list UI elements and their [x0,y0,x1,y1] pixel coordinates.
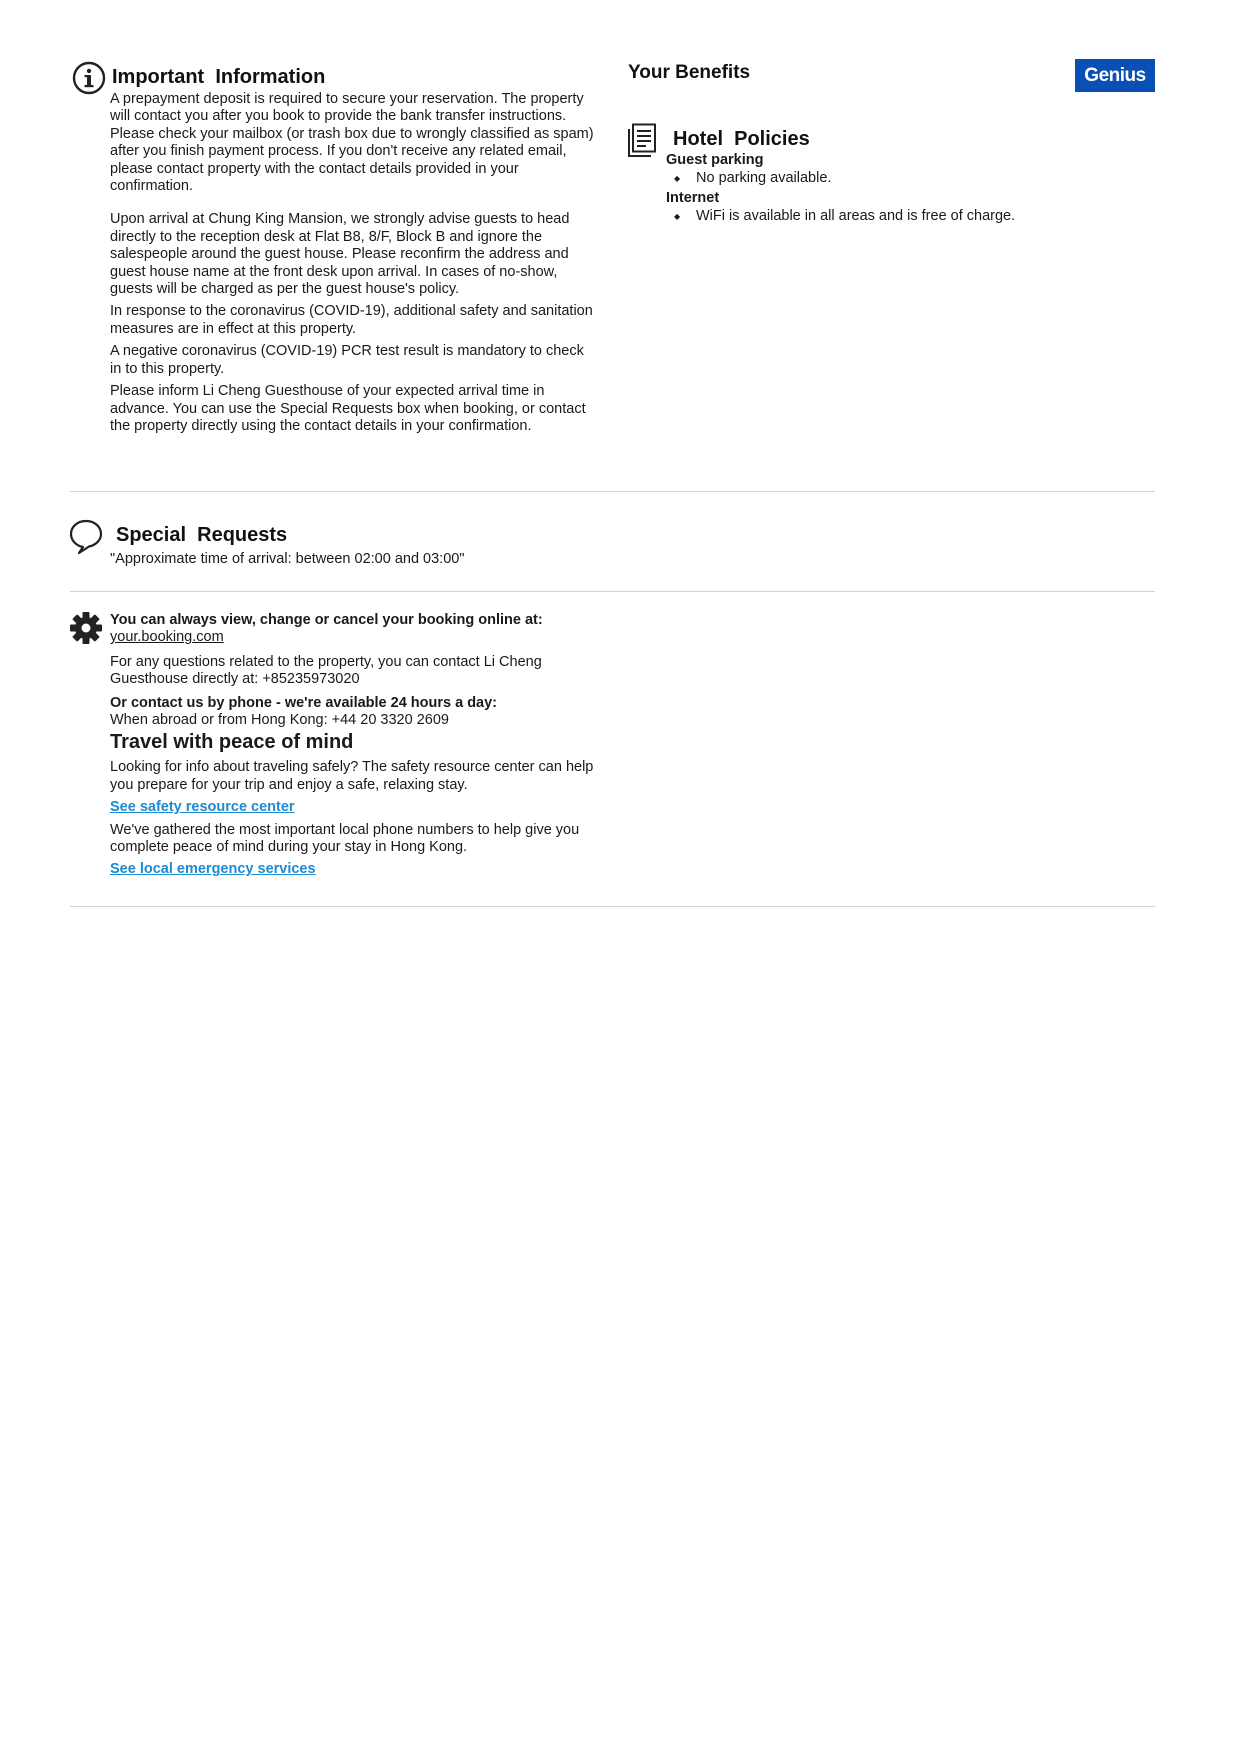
important-paragraph: A negative coronavirus (COVID-19) PCR test result is mandatory to check in to this property. [110,343,584,377]
genius-badge: Genius [1075,59,1155,92]
document-icon [626,123,658,164]
policy-heading: Guest parking [666,152,764,168]
travel-text: Looking for info about traveling safely? The safety resource center can help you prepare for your trip and enjoy a safe, relaxing stay. [110,759,594,793]
emergency-services-link[interactable]: See local emergency services [110,861,316,878]
manage-booking-section [110,612,596,879]
policy-heading: Internet [666,190,720,206]
important-paragraph: Upon arrival at Chung King Mansion, we strongly advise guests to head directly to the reception desk at Flat B8, 8/F, Block B and ignore the salespeople around the guest house. Please reconfirm the address and guest house name at the front desk upon arrival. In cases of no-show, guests will be charged as per the guest house's policy. [110,211,570,298]
important-info-body [110,91,596,435]
booking-site-link[interactable]: your.booking.com [110,629,224,646]
policies-list [666,151,1146,226]
important-info-title: Important Information [112,66,326,88]
policy-items [666,207,1146,226]
phone-text: When abroad or from Hong Kong: +44 20 3320 2609 [110,712,449,729]
section-divider [70,906,1155,907]
important-paragraph: In response to the coronavirus (COVID-19), additional safety and sanitation measures are in effect at this property. [110,303,593,337]
important-paragraph: Please inform Li Cheng Guesthouse of your expected arrival time in advance. You can use the Special Requests box when booking, or contact the property directly using the contact details in your confirmation. [110,383,586,434]
hotel-policies-title: Hotel Policies [673,128,810,150]
manage-booking-heading: You can always view, change or cancel your booking online at: [110,612,543,628]
property-contact-text: For any questions related to the property, you can contact Li Cheng Guesthouse directly at: +85235973020 [110,653,542,688]
phone-heading: Or contact us by phone - we're available 24 hours a day: [110,694,498,711]
policy-item: ◆ No parking available. [666,169,1146,188]
section-divider [70,591,1155,592]
gear-icon [69,611,103,650]
safety-resource-link[interactable]: See safety resource center [110,799,295,816]
policy-item: ◆ WiFi is available in all areas and is free of charge. [666,207,1146,226]
info-icon [72,61,106,100]
section-divider [70,491,1155,492]
special-requests-title: Special Requests [116,524,288,546]
policy-items [666,169,1146,188]
benefits-title: Your Benefits [628,62,751,83]
speech-bubble-icon [68,518,104,561]
travel-title: Travel with peace of mind [110,731,354,754]
special-request-text: "Approximate time of arrival: between 02:00 and 03:00" [110,551,465,567]
important-paragraph: A prepayment deposit is required to secure your reservation. The property will contact you after you book to provide the bank transfer instructions. Please check your mailbox (or trash box due to wrongly classified as spam) after you finish payment process. If you don't receive any related email, please contact property with the contact details provided in your confirmation. [110,91,594,195]
travel-text: We've gathered the most important local phone numbers to help give you complete peace of mind during your stay in Hong Kong. [110,821,580,856]
